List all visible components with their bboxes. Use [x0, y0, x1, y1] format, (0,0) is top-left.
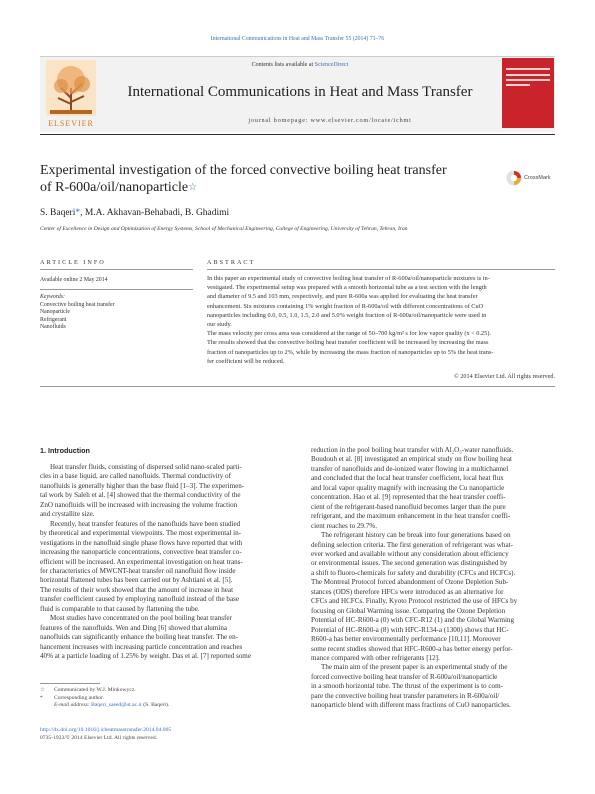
abstract-line: vestigated. The experimental setup was prepared with a smooth horizontal tube as a test section with the length [207, 284, 487, 292]
body-line: hancement increases with increasing particle concentration and reaches [40, 642, 243, 651]
abstract-copyright: © 2014 Elsevier Ltd. All rights reserved. [454, 373, 555, 380]
body-line: features of the nanofluids. Wen and Ding [6] showed that alumina [40, 623, 228, 632]
sciencedirect-link[interactable]: ScienceDirect [314, 62, 349, 68]
body-line: ZnO nanofluids will be increased with increasing the volume fraction [40, 500, 238, 509]
body-line: Potential of HC-R600-a (8) with HFC-R134-a (1300) shows that HC- [311, 625, 509, 634]
paper-title-line2: of R-600a/oil/nanoparticle☆ [40, 179, 198, 195]
abstract-line: fraction of nanoparticles up to 2%, while by increasing the mass fraction of nanoparticles up to 5% the heat trans- [207, 348, 494, 356]
footnote-corresponding: * Corresponding author. [40, 694, 105, 701]
journal-title: International Communications in Heat and Mass Transfer [127, 84, 473, 100]
keywords-list [40, 302, 200, 332]
body-line: cles in a base liquid, are called nanofluids. Thermal conductivity of [40, 472, 231, 481]
body-line: forced convective boiling heat transfer of R-600a/oil/nanoparticle [311, 672, 498, 681]
contents-prefix: Contents lists available at [251, 62, 315, 68]
body-line: nanofluids is generally higher than the base fluid [1–3]. The experimen- [40, 481, 245, 490]
elsevier-tree-logo [42, 58, 100, 130]
journal-citation-link[interactable]: International Communications in Heat and Mass Transfer 55 (2014) 71–76 [210, 36, 385, 42]
body-line: increasing the nanoparticle concentrations, convective heat transfer co- [40, 548, 242, 557]
body-line: and local vapor quality magnify with increasing the Cu nanoparticle [311, 483, 505, 492]
body-line: Boudouh et al. [8] investigated an empirical study on flow boiling heat [311, 455, 512, 464]
body-line: The results of their work showed that the amount of increase in heat [40, 585, 234, 594]
keyword-item: Nanofluids [40, 324, 66, 331]
body-line: or environmental issues. The second generation was distinguished by [311, 559, 508, 568]
body-line: tal work by Saleh et al. [4] showed that the thermal conductivity of the [40, 491, 241, 500]
body-line: CFCs and HCFCs. Finally, Kyoto Protocol restricted the use of HFCs by [311, 597, 518, 606]
doi-link[interactable]: http://dx.doi.org/10.1016/j.icheatmasstransfer.2014.04.005 [40, 727, 172, 733]
corresponding-author-mark[interactable]: * [75, 208, 81, 218]
body-line: stances (ODS) therefore HFCs were introduced as an alternative for [311, 587, 504, 596]
author-name[interactable]: M.A. Akhavan-Behabadi [84, 208, 181, 218]
body-line: The refrigerant history can be break into four generations based on [321, 531, 511, 540]
body-line: concentration. Hao et al. [9] represented that the heat transfer coeffi- [311, 493, 506, 502]
abstract-heading: ABSTRACT [207, 259, 256, 266]
crossmark-icon [506, 170, 522, 186]
homepage-url-link[interactable]: www.elsevier.com/locate/ichmt [310, 117, 412, 124]
author-affiliation: Center of Excellence in Design and Optimization of Energy Systems, School of Mechanical Engineering, College of Engineering, University of Tehran, Tehran, Iran [40, 226, 408, 232]
title-footnote-star[interactable]: ☆ [188, 181, 198, 193]
body-line: cient reaches to 29.7%. [311, 521, 377, 530]
footnote-communicated: ☆ Communicated by W.J. Minkowycz. [40, 687, 136, 693]
footnote-rule [40, 683, 100, 684]
author-name[interactable]: B. Ghadimi [184, 208, 230, 218]
footnote-star-mark: ☆ [40, 687, 46, 693]
abstract-line: our study. [207, 321, 232, 329]
left-column [40, 463, 294, 662]
author-name[interactable]: S. Baqeri [40, 208, 76, 218]
footnote-email: E-mail address: Baqeri_saeed@ut.ac.ir (S. Baqeri). [54, 702, 170, 709]
abstract-line: and diameter of 9.5 and 103 mm, respectively, and pure R-600a was applied for evaluating the heat transfer [207, 293, 478, 301]
author-list: S. Baqeri*, M.A. Akhavan-Behabadi, B. Ghadimi [40, 208, 230, 218]
body-line: horizontal flattened tubes has been carried out by Ashtiani et al. [5]. [40, 576, 233, 585]
body-line: reduction in the pool boiling heat transfer with Al₂O₃-water nanofluids. [311, 446, 514, 454]
body-line: and crystallite size. [40, 510, 95, 519]
article-info-rule [40, 269, 193, 270]
keyword-item: Nanoparticle [40, 309, 70, 316]
footnotes [40, 687, 300, 710]
body-line: some recent studies showed that HFC-R600-a has better energy perfor- [311, 644, 513, 653]
doi-block [40, 727, 340, 742]
header-rule [40, 134, 555, 135]
body-line: nanofluids can significantly enhance the boiling heat transfer. The en- [40, 633, 239, 642]
abstract-body [207, 274, 555, 366]
available-online: Available online 2 May 2014 [40, 277, 108, 283]
journal-cover-thumbnail [502, 58, 554, 128]
keywords-rule [40, 289, 193, 290]
right-column [311, 446, 555, 711]
body-line: fer characteristics of MWCNT-heat transfer oil nanofluid flow inside [40, 566, 236, 575]
contents-availability [100, 62, 500, 68]
body-line: defining selection criteria. The first generation of refrigerant was what- [311, 540, 513, 549]
section-heading-introduction: 1. Introduction [40, 446, 90, 455]
body-line: pare the convective boiling heat transfer parameters in R-600a/oil/ [311, 691, 500, 700]
body-line: 40% at a particle loading of 1.25% by weight. Das et al. [7] reported some [40, 652, 251, 661]
issn-line: 0735-1933/© 2014 Elsevier Ltd. All rights reserved. [40, 734, 158, 741]
abstract-line: The mass velocity per cross area was considered at the range of 50–700 kg/m² s for low vapor quality (x < 0.25). [207, 330, 491, 338]
homepage-prefix: journal homepage: [248, 117, 311, 124]
keyword-item: Refrigerant [40, 316, 67, 323]
body-line: The main aim of the present paper is an experimental study of the [321, 663, 508, 672]
body-line: Heat transfer fluids, consisting of dispersed solid nano-scaled parti- [50, 463, 242, 471]
body-line: focusing on Global Warming issue. Comparing the Ozone Depletion [311, 606, 506, 615]
abstract-line: The results showed that the convective boiling heat transfer coefficient will be increased by increasing the mass [207, 339, 489, 347]
abstract-line: enhancement. Six mixtures containing 1% weight fraction of R-600a/oil with different concentrations of CuO [207, 302, 484, 310]
paper-title [40, 163, 490, 196]
crossmark-badge[interactable] [506, 168, 556, 190]
article-info-heading: ARTICLE INFO [40, 259, 106, 266]
body-line: vestigations in the nanofluid single phase flows have reported that with [40, 538, 243, 547]
abstract-bottom-rule [40, 386, 555, 387]
abstract-rule [207, 269, 555, 270]
body-line: refrigerant, and the maximum enhancement in the heat transfer coeffi- [311, 512, 511, 521]
body-line: in a smooth horizontal tube. The thrust of the experiment is to com- [311, 682, 503, 691]
body-line: cient of the refrigerant-based nanofluid becomes larger than the pure [311, 502, 506, 511]
body-line: Most studies have concentrated on the pool boiling heat transfer [50, 614, 232, 623]
journal-homepage [160, 117, 500, 124]
body-line: Potential of HC-R600-a (0) with CFC-R12 (1) and the Global Warming [311, 616, 515, 625]
body-line: transfer coefficient caused by employing nanofluid instead of the base [40, 595, 240, 604]
body-line: The Montreal Protocol forced abandonment of Ozone Depletion Sub- [311, 578, 509, 587]
paper-title-line1: Experimental investigation of the forced convective boiling heat transfer [40, 163, 447, 178]
keywords-label: Keywords: [40, 294, 65, 300]
body-line: and concluded that the local heat transfer coefficient, local heat flux [311, 474, 504, 483]
body-line: transfer of nanofluids and de-ionized water flowing in a multichannel [311, 464, 509, 473]
body-line: Recently, heat transfer features of the nanofluids have been studied [50, 519, 241, 528]
body-line: fluid is comparable to that caused by flattening the tube. [40, 604, 200, 613]
body-line: nanoparticle blend with different mass fractions of CuO nanoparticles. [311, 701, 511, 710]
body-line: efficient will be increased. An experimental investigation on heat trans- [40, 557, 243, 566]
elsevier-wordmark: ELSEVIER [48, 119, 94, 128]
body-line: by theoretical and experimental viewpoints. The most experimental in- [40, 529, 241, 538]
abstract-line: nanoparticles including 0.0, 0.5, 1.0, 1.5, 2.0 and 5.0% weight fraction of R-600a/oil/nanoparticle were used in [207, 311, 487, 319]
body-line: mance compared with other refrigerants [12]. [311, 653, 440, 662]
abstract-line: In this paper an experimental study of convective boiling heat transfer of R-600a/oil/nanoparticle mixtures is in- [207, 275, 490, 282]
body-line: ever worked and available without any consideration about efficiency [311, 549, 509, 558]
abstract-line: fer coefficient will be reduced. [207, 357, 285, 365]
keyword-item: Convective boiling heat transfer [40, 302, 115, 308]
author-email-link[interactable]: Baqeri_saeed@ut.ac.ir [91, 702, 142, 709]
body-line: R600-a has better environmentally performance [10,11]. Moreover [311, 635, 501, 644]
crossmark-label: CrossMark [524, 175, 551, 181]
body-line: a shift to fluoro-chemicals for safety and durability (CFCs and HCFCs). [311, 568, 516, 577]
